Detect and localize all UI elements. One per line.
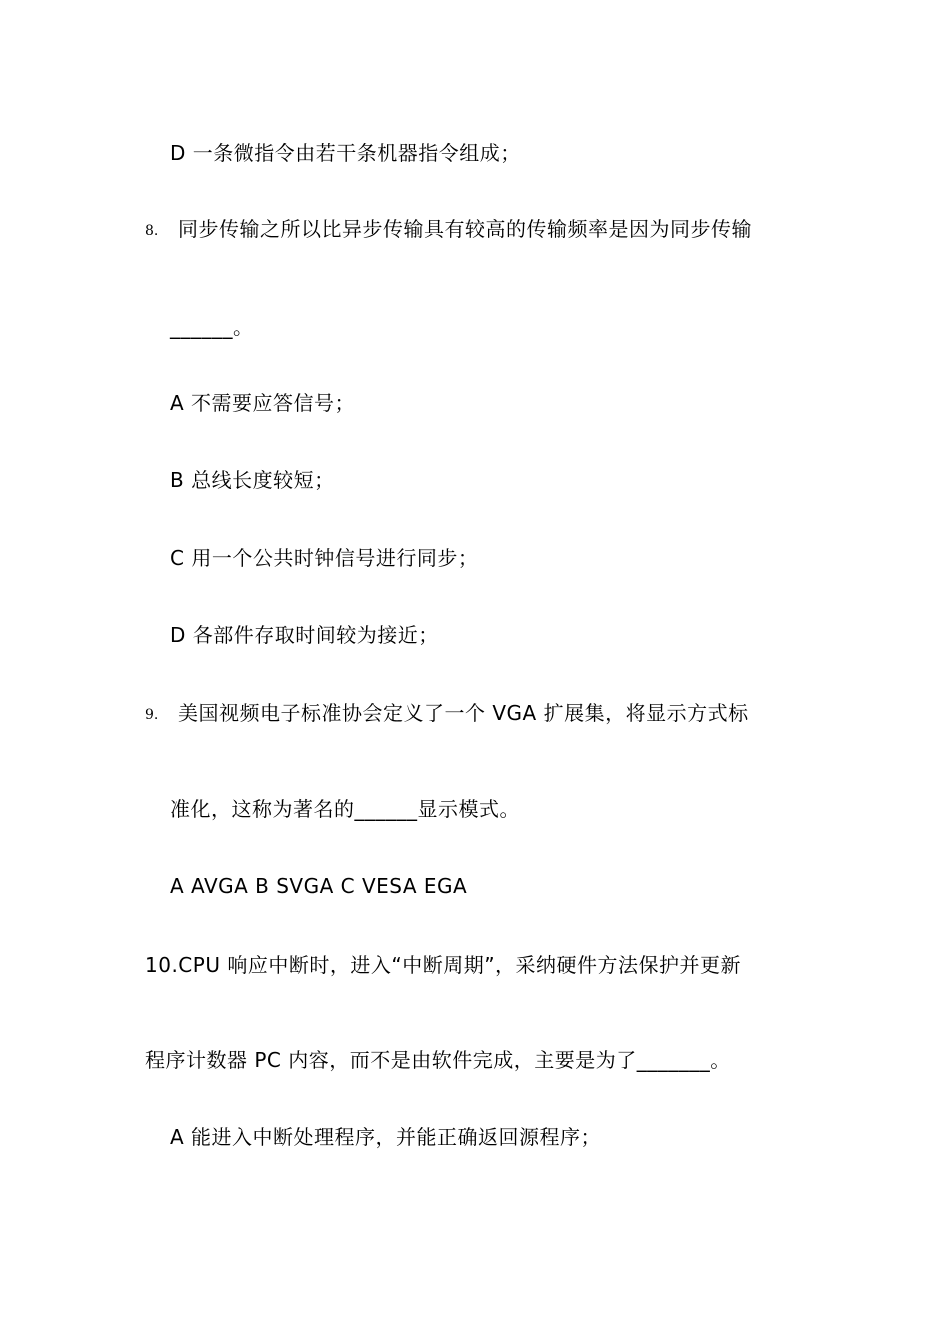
question-10-option-a: A 能进入中断处理程序，并能正确返回源程序； [170,1125,602,1149]
question-8-option-d: D 各部件存取时间较为接近； [170,623,439,647]
question-8-option-c: C 用一个公共时钟信号进行同步； [170,546,479,570]
question-8-option-b: B 总线长度较短； [170,468,335,492]
option-d-microinstruction: D 一条微指令由若干条机器指令组成； [170,141,521,165]
question-10-text: 10.CPU 响应中断时，进入“中断周期”，采纳硬件方法保护并更新 [145,953,742,977]
question-8-blank: ______。 [170,315,254,339]
question-8-text: 同步传输之所以比异步传输具有较高的传输频率是因为同步传输 [178,217,752,241]
question-8-option-a: A 不需要应答信号； [170,391,356,415]
question-9-text: 美国视频电子标准协会定义了一个 VGA 扩展集，将显示方式标 [178,701,749,725]
question-8-number: 8. [145,223,159,239]
question-9-options: A AVGA B SVGA C VESA EGA [170,874,468,898]
question-10-continuation: 程序计数器 PC 内容，而不是由软件完成，主要是为了_______。 [145,1048,731,1072]
question-9-number: 9. [145,707,159,723]
question-9-continuation: 准化，这称为著名的______显示模式。 [170,797,520,821]
